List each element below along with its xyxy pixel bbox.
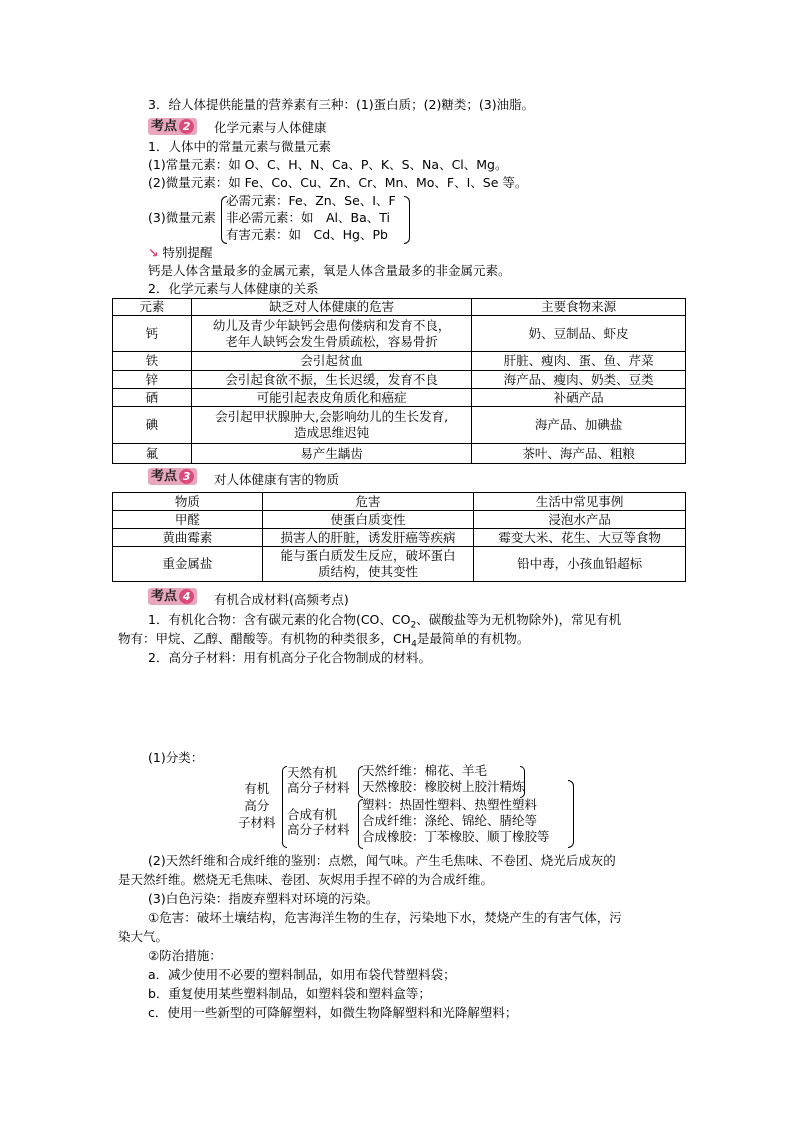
table-cell: 损害人的肝脏，诱发肝癌等疾病	[262, 529, 474, 547]
section-2-2-heading: 2．化学元素与人体健康的关系	[148, 281, 319, 296]
table-cell: 可能引起表皮角质化和癌症	[191, 389, 471, 407]
harmful-elements: 有害元素：如 Cd、Hg、Pb	[226, 227, 388, 242]
table-header: 危害	[262, 493, 474, 511]
table-cell: 浸泡水产品	[474, 511, 686, 529]
arrow-down-right-icon: ↘	[148, 245, 159, 260]
prevention-b: b．重复使用某些塑料制品，如塑料袋和塑料盒等；	[148, 986, 431, 1001]
outer-right-brace	[568, 780, 574, 848]
table-row	[113, 389, 686, 407]
synthetic-rubber: 合成橡胶：丁苯橡胶、顺丁橡胶等	[362, 829, 550, 844]
table-cell: 甲醛	[113, 511, 263, 529]
white-pollution: (3)白色污染：指废弃塑料对环境的污染。	[148, 891, 379, 906]
kaodian-2-title: 化学元素与人体健康	[214, 120, 327, 135]
tip-heading: ↘ 特别提醒	[148, 245, 213, 260]
table-row	[113, 511, 686, 529]
table-cell: 补硒产品	[472, 389, 686, 407]
kaodian-4-badge: 考点 4	[148, 588, 197, 605]
prevention-heading: ②防治措施：	[148, 948, 222, 963]
table-row	[113, 547, 686, 582]
table-header: 主要食物来源	[472, 299, 686, 316]
table-row	[113, 316, 686, 352]
natural-rubber: 天然橡胶：橡胶树上胶汁精炼	[362, 779, 525, 794]
polymer-definition: 2．高分子材料：用有机高分子化合物制成的材料。	[148, 650, 431, 665]
table-cell: 霉变大米、花生、大豆等食物	[474, 529, 686, 547]
table-cell: 海产品、瘦肉、奶类、豆类	[472, 371, 686, 389]
tree-root: 有机 高分 子材料	[238, 781, 276, 830]
table-header-row	[113, 299, 686, 316]
table-header: 元素	[113, 299, 192, 316]
table-header: 生活中常见事例	[474, 493, 686, 511]
table-cell: 锌	[113, 371, 192, 389]
table-cell: 会引起甲状腺肿大,会影响幼儿的生长发育, 造成思维迟钝	[191, 407, 471, 444]
kaodian-3-badge: 考点 3	[148, 468, 197, 485]
organic-compound-line-1: 1．有机化合物：含有碳元素的化合物(CO、$CO_2$、碳酸盐等为无机物除外)，常见有机	[148, 612, 622, 631]
harmful-substance-table	[112, 492, 686, 582]
table-cell: 黄曲霉素	[113, 529, 263, 547]
table-header-row	[113, 493, 686, 511]
nonessential-elements: 非必需元素：如 Al、Ba、Ti	[226, 210, 390, 225]
intro-line: 3．给人体提供能量的营养素有三种：(1)蛋白质；(2)糖类；(3)油脂。	[148, 97, 535, 112]
macro-elements-line: (1)常量元素：如 O、C、H、N、Ca、P、K、S、Na、Cl、Mg。	[148, 157, 508, 172]
prevention-a: a．减少使用不必要的塑料制品，如用布袋代替塑料袋；	[148, 967, 456, 982]
right-brace	[404, 196, 410, 244]
table-cell: 茶叶、海产品、粗粮	[472, 444, 686, 464]
micro-elements-label: (3)微量元素	[148, 210, 216, 225]
section-2-1-heading: 1．人体中的常量元素与微量元素	[148, 139, 331, 154]
harm-line-1: ①危害：破坏土壤结构，危害海洋生物的生存，污染地下水，焚烧产生的有害气体，污	[148, 910, 622, 925]
table-cell: 肝脏、瘦肉、蛋、鱼、芹菜	[472, 352, 686, 371]
table-row	[113, 407, 686, 444]
natural-polymer-label: 天然有机 高分子材料	[287, 765, 350, 795]
table-cell: 能与蛋白质发生反应，破坏蛋白 质结构，使其变性	[262, 547, 474, 582]
plastics: 塑料：热固性塑料、热塑性塑料	[362, 797, 538, 812]
table-cell: 会引起食欲不振，生长迟缓，发育不良	[191, 371, 471, 389]
table-cell: 奶、豆制品、虾皮	[472, 316, 686, 352]
synthetic-fiber: 合成纤维：涤纶、锦纶、腈纶等	[362, 813, 538, 828]
table-cell: 钙	[113, 316, 192, 352]
prevention-c: c．使用一些新型的可降解塑料，如微生物降解塑料和光降解塑料；	[148, 1005, 518, 1020]
table-cell: 碘	[113, 407, 192, 444]
kaodian-2-badge: 考点 2	[148, 118, 197, 135]
harm-line-2: 染大气。	[118, 929, 169, 944]
table-cell: 铅中毒，小孩血铅超标	[474, 547, 686, 582]
table-row	[113, 529, 686, 547]
element-health-table	[112, 298, 686, 464]
table-cell: 氟	[113, 444, 192, 464]
essential-elements: 必需元素：Fe、Zn、Se、I、F	[226, 193, 396, 208]
synthetic-polymer-label: 合成有机 高分子材料	[287, 807, 350, 837]
table-header: 物质	[113, 493, 263, 511]
table-row	[113, 352, 686, 371]
fiber-identification-1: (2)天然纤维和合成纤维的鉴别：点燃，闻气味。产生毛焦味、不卷团、烧光后成灰的	[148, 853, 616, 868]
natural-right-brace	[520, 766, 525, 798]
table-cell: 易产生龋齿	[191, 444, 471, 464]
table-cell: 幼儿及青少年缺钙会患佝偻病和发育不良， 老年人缺钙会发生骨质疏松，容易骨折	[191, 316, 471, 352]
classification-label: (1)分类：	[148, 750, 204, 765]
table-cell: 使蛋白质变性	[262, 511, 474, 529]
table-row	[113, 371, 686, 389]
organic-compound-line-2: 物有：甲烷、乙醇、醋酸等。有机物的种类很多，$CH_4$是最简单的有机物。	[118, 631, 530, 650]
table-cell: 重金属盐	[113, 547, 263, 582]
tip-text: 钙是人体含量最多的金属元素，氧是人体含量最多的非金属元素。	[148, 263, 511, 278]
fiber-identification-2: 是天然纤维。燃烧无毛焦味、卷团、灰烬用手捏不碎的为合成纤维。	[118, 872, 494, 887]
natural-fiber: 天然纤维：棉花、羊毛	[362, 763, 488, 778]
micro-elements-line: (2)微量元素：如 Fe、Co、Cu、Zn、Cr、Mn、Mo、F、I、Se 等。	[148, 175, 528, 190]
table-cell: 硒	[113, 389, 192, 407]
table-cell: 会引起贫血	[191, 352, 471, 371]
table-cell: 海产品、加碘盐	[472, 407, 686, 444]
table-cell: 铁	[113, 352, 192, 371]
table-row	[113, 444, 686, 464]
table-header: 缺乏对人体健康的危害	[191, 299, 471, 316]
kaodian-3-title: 对人体健康有害的物质	[214, 472, 340, 487]
kaodian-4-title: 有机合成材料(高频考点)	[214, 592, 349, 607]
